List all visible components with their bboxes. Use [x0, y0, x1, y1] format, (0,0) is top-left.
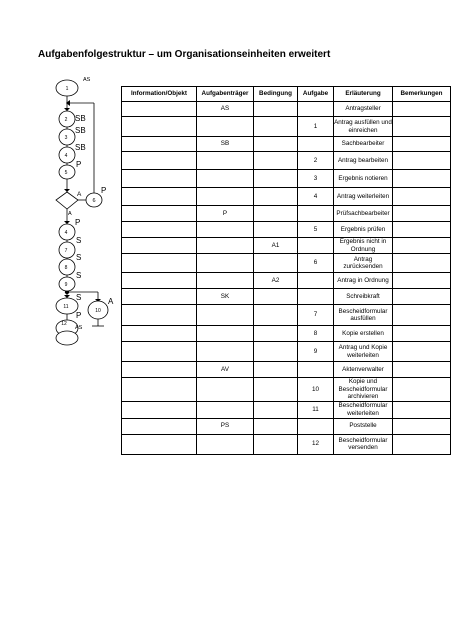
- table-cell-aufg: 1: [298, 117, 334, 137]
- table-cell-obj: [122, 305, 197, 326]
- node-label: SB: [75, 126, 86, 135]
- table-cell-bem: [393, 152, 451, 170]
- table-cell-traeger: P: [197, 206, 254, 222]
- table-cell-aufg: 3: [298, 170, 334, 188]
- table-cell-bed: [254, 362, 298, 378]
- table-cell-bed: [254, 305, 298, 326]
- table-cell-bem: [393, 273, 451, 289]
- table-cell-erl: Ergebnis nicht in Ordnung: [334, 238, 393, 254]
- table-cell-traeger: [197, 238, 254, 254]
- node-label: SB: [75, 143, 86, 152]
- table-cell-bem: [393, 326, 451, 342]
- table-cell-obj: [122, 137, 197, 152]
- table-cell-bed: [254, 117, 298, 137]
- decision-node: [56, 192, 78, 209]
- table-cell-obj: [122, 238, 197, 254]
- table-cell-bed: [254, 326, 298, 342]
- table-cell-bed: [254, 289, 298, 305]
- node-label: A: [108, 297, 114, 306]
- table-cell-obj: [122, 273, 197, 289]
- table-cell-traeger: [197, 378, 254, 402]
- table-cell-aufg: 12: [298, 434, 334, 454]
- page-title: Aufgabenfolgestruktur – um Organisationseinheiten erweitert: [38, 49, 331, 60]
- table-cell-erl: Antrag zurücksenden: [334, 254, 393, 273]
- table-cell-bed: [254, 188, 298, 206]
- node-label: 6: [92, 198, 96, 204]
- table-cell-erl: Antrag und Kopie weiterleiten: [334, 342, 393, 362]
- table-cell-obj: [122, 188, 197, 206]
- table-cell-traeger: [197, 254, 254, 273]
- table-cell-bed: [254, 137, 298, 152]
- table-cell-traeger: PS: [197, 418, 254, 434]
- task-table: [121, 86, 451, 455]
- table-cell-bem: [393, 206, 451, 222]
- node-label: 7: [64, 248, 68, 254]
- table-cell-obj: [122, 206, 197, 222]
- node-label: AS: [83, 77, 91, 83]
- table-row: [122, 102, 451, 117]
- table-cell-aufg: 6: [298, 254, 334, 273]
- node-label: P: [75, 218, 81, 227]
- table-cell-traeger: [197, 305, 254, 326]
- table-cell-traeger: AV: [197, 362, 254, 378]
- table-cell-obj: [122, 289, 197, 305]
- table-cell-obj: [122, 254, 197, 273]
- table-cell-bem: [393, 305, 451, 326]
- table-cell-erl: Ergebnis notieren: [334, 170, 393, 188]
- table-cell-erl: Schreibkraft: [334, 289, 393, 305]
- table-cell-obj: [122, 362, 197, 378]
- table-cell-erl: Ergebnis prüfen: [334, 222, 393, 238]
- table-cell-traeger: [197, 117, 254, 137]
- table-cell-traeger: [197, 188, 254, 206]
- table-cell-bem: [393, 378, 451, 402]
- table-cell-traeger: [197, 273, 254, 289]
- table-cell-bem: [393, 188, 451, 206]
- task-sequence-diagram: [0, 0, 120, 350]
- node-label: 10: [95, 308, 101, 314]
- node-label: P: [76, 160, 82, 169]
- table-cell-erl: Antrag bearbeiten: [334, 152, 393, 170]
- table-row: [122, 188, 451, 206]
- table-cell-erl: Poststelle: [334, 418, 393, 434]
- table-cell-aufg: 2: [298, 152, 334, 170]
- table-header-row: [122, 87, 451, 102]
- table-row: [122, 378, 451, 402]
- table-row: [122, 273, 451, 289]
- col-header-erlaeuterung: Erläuterung: [334, 87, 393, 102]
- table-cell-bed: [254, 102, 298, 117]
- col-header-bedingung: Bedingung: [254, 87, 298, 102]
- node-label: 3: [64, 135, 68, 141]
- table-cell-bem: [393, 222, 451, 238]
- table-row: [122, 289, 451, 305]
- table-cell-bem: [393, 117, 451, 137]
- table-cell-bed: A2: [254, 273, 298, 289]
- col-header-traeger: Aufgabenträger: [197, 87, 254, 102]
- node-label: A: [68, 211, 72, 217]
- node-label: 8: [64, 265, 68, 271]
- table-cell-bed: [254, 152, 298, 170]
- table-cell-obj: [122, 378, 197, 402]
- table-row: [122, 342, 451, 362]
- table-cell-bem: [393, 362, 451, 378]
- table-cell-traeger: [197, 152, 254, 170]
- table-row: [122, 401, 451, 418]
- table-cell-bed: [254, 434, 298, 454]
- table-cell-erl: Sachbearbeiter: [334, 137, 393, 152]
- table-cell-obj: [122, 117, 197, 137]
- table-cell-erl: Bescheidformular ausfüllen: [334, 305, 393, 326]
- table-row: [122, 434, 451, 454]
- table-row: [122, 206, 451, 222]
- table-cell-aufg: 11: [298, 401, 334, 418]
- table-cell-traeger: [197, 222, 254, 238]
- table-cell-bed: [254, 342, 298, 362]
- table-row: [122, 326, 451, 342]
- node-label: SB: [75, 114, 86, 123]
- table-row: [122, 170, 451, 188]
- table-cell-aufg: [298, 238, 334, 254]
- table-cell-bed: [254, 401, 298, 418]
- node-label: 9: [64, 282, 68, 288]
- table-cell-traeger: SB: [197, 137, 254, 152]
- table-cell-aufg: [298, 418, 334, 434]
- node-label: 2: [64, 117, 68, 123]
- table-cell-obj: [122, 418, 197, 434]
- table-cell-erl: Aktenverwalter: [334, 362, 393, 378]
- node-label: S: [76, 293, 82, 302]
- table-cell-aufg: 9: [298, 342, 334, 362]
- table-cell-aufg: 4: [298, 188, 334, 206]
- table-cell-bed: [254, 418, 298, 434]
- table-cell-aufg: [298, 289, 334, 305]
- table-cell-bem: [393, 170, 451, 188]
- node-label: P: [101, 186, 107, 195]
- table-cell-obj: [122, 434, 197, 454]
- table-cell-aufg: [298, 206, 334, 222]
- table-cell-erl: Antrag weiterleiten: [334, 188, 393, 206]
- node-label: 11: [63, 304, 69, 310]
- table-cell-erl: Kopie erstellen: [334, 326, 393, 342]
- table-cell-obj: [122, 102, 197, 117]
- table-row: [122, 305, 451, 326]
- table-cell-erl: Antrag ausfüllen und einreichen: [334, 117, 393, 137]
- table-cell-bem: [393, 289, 451, 305]
- table-cell-erl: Kopie und Bescheidformular archivieren: [334, 378, 393, 402]
- node-label: 5: [64, 170, 68, 176]
- table-row: [122, 152, 451, 170]
- table-cell-obj: [122, 401, 197, 418]
- table-cell-obj: [122, 170, 197, 188]
- task-node-end: [56, 331, 78, 345]
- table-cell-erl: Prüfsachbearbeiter: [334, 206, 393, 222]
- table-row: [122, 137, 451, 152]
- table-cell-aufg: 7: [298, 305, 334, 326]
- table-cell-erl: Antragsteller: [334, 102, 393, 117]
- table-cell-obj: [122, 342, 197, 362]
- node-label: A: [77, 191, 82, 198]
- table-cell-aufg: [298, 362, 334, 378]
- table-cell-bem: [393, 434, 451, 454]
- table-cell-obj: [122, 326, 197, 342]
- col-header-bemerkungen: Bemerkungen: [393, 87, 451, 102]
- node-label: 1: [65, 86, 69, 92]
- table-cell-bed: [254, 222, 298, 238]
- table-cell-bem: [393, 137, 451, 152]
- table-cell-erl: Antrag in Ordnung: [334, 273, 393, 289]
- table-cell-bed: [254, 254, 298, 273]
- table-cell-aufg: [298, 137, 334, 152]
- node-label: S: [76, 236, 82, 245]
- node-label: 4: [64, 153, 68, 159]
- table-row: [122, 238, 451, 254]
- table-cell-traeger: [197, 401, 254, 418]
- table-row: [122, 117, 451, 137]
- table-cell-traeger: [197, 170, 254, 188]
- table-cell-bed: [254, 170, 298, 188]
- table-cell-bed: A1: [254, 238, 298, 254]
- node-label: 4: [64, 230, 68, 236]
- table-cell-erl: Bescheidformular versenden: [334, 434, 393, 454]
- table-cell-bed: [254, 378, 298, 402]
- table-cell-bem: [393, 254, 451, 273]
- table-cell-traeger: SK: [197, 289, 254, 305]
- table-cell-traeger: [197, 434, 254, 454]
- table-cell-aufg: 8: [298, 326, 334, 342]
- table-cell-bem: [393, 342, 451, 362]
- node-label: S: [76, 253, 82, 262]
- table-row: [122, 222, 451, 238]
- table-cell-aufg: 10: [298, 378, 334, 402]
- table-cell-aufg: 5: [298, 222, 334, 238]
- table-cell-aufg: [298, 273, 334, 289]
- table-cell-bem: [393, 401, 451, 418]
- table-cell-erl: Bescheidformular weiterleiten: [334, 401, 393, 418]
- table-cell-traeger: [197, 342, 254, 362]
- table-row: [122, 418, 451, 434]
- table-cell-obj: [122, 152, 197, 170]
- table-cell-bem: [393, 238, 451, 254]
- node-label: 12: [61, 321, 67, 327]
- table-cell-aufg: [298, 102, 334, 117]
- table-cell-bed: [254, 206, 298, 222]
- table-row: [122, 254, 451, 273]
- node-label: AS: [75, 325, 83, 331]
- table-cell-obj: [122, 222, 197, 238]
- table-cell-bem: [393, 418, 451, 434]
- table-cell-traeger: AS: [197, 102, 254, 117]
- table-cell-bem: [393, 102, 451, 117]
- col-header-objekt: Information/Objekt: [122, 87, 197, 102]
- node-label: S: [76, 271, 82, 280]
- table-cell-traeger: [197, 326, 254, 342]
- node-label: P: [76, 311, 82, 320]
- table-row: [122, 362, 451, 378]
- col-header-aufgabe: Aufgabe: [298, 87, 334, 102]
